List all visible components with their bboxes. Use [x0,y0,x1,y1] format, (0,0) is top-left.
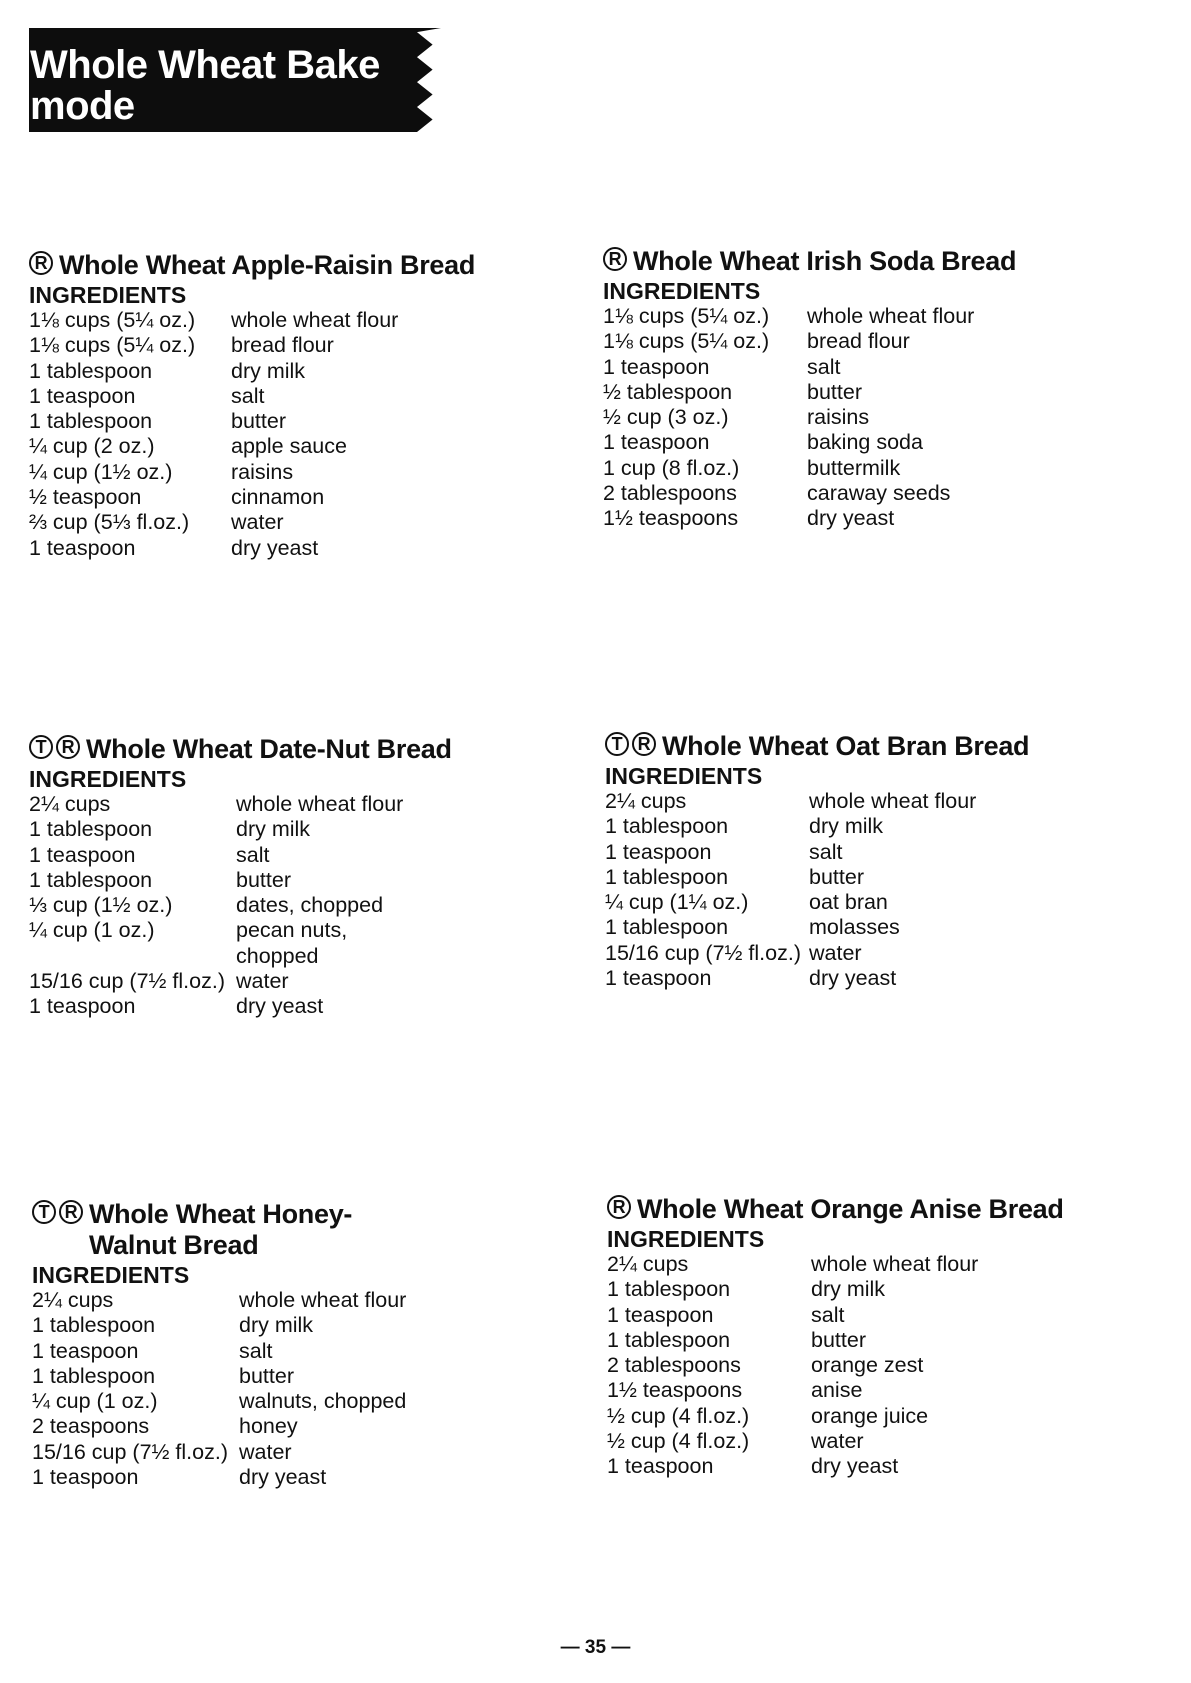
ingredients-heading: INGREDIENTS [605,763,763,789]
ingredient-row [29,460,529,485]
ingredient-name: butter [239,1363,294,1388]
ingredient-row [32,1364,462,1389]
ingredient-quantity: 15/16 cup (7½ fl.oz.) [29,969,225,994]
recipe-irish-soda [603,246,1123,532]
ingredient-quantity: 1⅛ cups (5¼ oz.) [29,308,196,332]
recipe-title-text: Whole Wheat Honey-Walnut Bread [89,1199,353,1260]
ingredient-quantity: ¼ cup (1¼ oz.) [605,890,749,915]
ingredient-quantity: 2 teaspoons [32,1414,150,1439]
ingredient-quantity: 2¼ cups [607,1252,689,1276]
ingredient-name: dry yeast [807,506,895,531]
ingredient-name: raisins [231,459,294,484]
ingredient-quantity: 1 cup (8 fl.oz.) [603,455,740,480]
ingredient-quantity: ½ cup (4 fl.oz.) [607,1429,750,1454]
ingredient-name: salt [236,842,270,867]
ingredient-row [603,405,1123,430]
ingredient-quantity: 1 teaspoon [29,383,136,408]
ingredient-quantity: ¼ cup (1½ oz.) [29,459,173,484]
ingredient-quantity: 2¼ cups [605,789,687,813]
ingredient-name: butter [809,864,864,889]
ingredient-name: buttermilk [807,455,901,480]
ingredient-row [605,966,1125,991]
ingredient-name: whole wheat flour [236,792,404,816]
ingredient-row [32,1414,462,1439]
ingredient-name: butter [231,409,286,434]
recipe-date-nut [29,734,529,1020]
recipe-oat-bran [605,731,1125,991]
ingredient-quantity: 1 tablespoon [29,867,153,892]
ingredients-heading: INGREDIENTS [607,1226,765,1252]
rapid-mode-icon: R [603,247,627,271]
ingredient-name: water [811,1429,864,1454]
ingredient-name: walnuts, chopped [239,1389,407,1414]
ingredient-row [605,941,1125,966]
recipe-title-text: Whole Wheat Date-Nut Bread [86,734,452,764]
ingredient-name: bread flour [231,333,334,358]
ingredient-name: dry milk [809,814,884,839]
ingredient-row [605,865,1125,890]
section-title-line-2: mode [30,84,135,128]
ingredient-name: salt [239,1338,273,1363]
ingredient-quantity: 1 tablespoon [607,1277,731,1302]
mode-marks [605,731,656,756]
ingredient-quantity: 1 teaspoon [32,1465,139,1490]
ingredient-quantity: 1 tablespoon [32,1313,156,1338]
ingredient-row [607,1277,1127,1302]
recipe-title [29,734,529,765]
ingredient-quantity: ¼ cup (1 oz.) [29,918,155,943]
recipe-title-text: Whole Wheat Irish Soda Bread [633,246,1017,276]
ingredient-name: dry milk [231,358,306,383]
ingredient-name: apple sauce [231,434,347,459]
ingredient-row [32,1389,462,1414]
ingredient-name: butter [236,867,291,892]
ingredient-quantity: 15/16 cup (7½ fl.oz.) [605,940,801,965]
ingredient-row [603,506,1123,531]
ingredient-name: dry yeast [236,994,324,1019]
ingredient-quantity: 1 teaspoon [605,839,712,864]
ingredient-quantity: 15/16 cup (7½ fl.oz.) [32,1439,228,1464]
ingredient-name: caraway seeds [807,481,951,506]
ingredient-row [607,1454,1127,1479]
ingredient-quantity: 1⅛ cups (5¼ oz.) [29,333,196,358]
ingredient-name: whole wheat flour [239,1288,407,1312]
ingredient-quantity: 1⅛ cups (5¼ oz.) [603,304,770,328]
recipe-title [603,246,1123,277]
ingredient-quantity: 1 teaspoon [32,1338,139,1363]
ingredient-name: whole wheat flour [807,304,975,328]
ingredient-row [603,430,1123,455]
ingredient-name: honey [239,1414,298,1439]
mode-marks [32,1199,83,1224]
mode-marks [603,246,627,271]
ingredient-name: water [809,940,862,965]
ingredient-name: pecan nuts, chopped [236,918,348,968]
ingredient-quantity: ½ teaspoon [29,485,142,510]
ingredient-row [607,1303,1127,1328]
ingredients-heading: INGREDIENTS [29,766,187,792]
ingredient-row [605,840,1125,865]
ingredient-row [605,890,1125,915]
ingredient-row [605,814,1125,839]
recipe-apple-raisin [29,250,529,561]
recipe-title [607,1194,1127,1225]
ingredient-row [29,792,529,817]
ingredient-quantity: 1 teaspoon [29,994,136,1019]
recipe-title-text: Whole Wheat Orange Anise Bread [637,1194,1064,1224]
mode-marks [29,734,80,759]
rapid-mode-icon: R [56,735,80,759]
ingredient-name: salt [231,383,265,408]
ingredient-quantity: 1 tablespoon [605,814,729,839]
ingredient-row [29,994,529,1019]
recipe-title-text: Whole Wheat Apple-Raisin Bread [59,250,476,280]
ingredient-row [607,1404,1127,1429]
ingredient-row [32,1313,462,1338]
mode-marks [607,1194,631,1219]
ingredient-name: salt [811,1302,845,1327]
ingredient-quantity: 1 tablespoon [29,409,153,434]
page-number: — 35 — [560,1637,631,1658]
ingredient-quantity: 1 tablespoon [607,1327,731,1352]
recipe-orange-anise [607,1194,1127,1480]
ingredient-quantity: ½ cup (4 fl.oz.) [607,1403,750,1428]
ingredient-row [607,1378,1127,1403]
ingredient-name: salt [807,354,841,379]
ingredient-quantity: 1 teaspoon [605,966,712,991]
ingredient-row [603,304,1123,329]
timer-mode-icon: T [605,732,629,756]
ingredient-name: dry yeast [809,966,897,991]
ingredient-quantity: ½ cup (3 oz.) [603,405,729,430]
rapid-mode-icon: R [59,1200,83,1224]
ingredient-row [29,536,529,561]
ingredient-row [29,843,529,868]
ingredient-row [603,456,1123,481]
ingredient-row [29,817,529,842]
ingredient-row [29,893,529,918]
mode-marks [29,250,53,275]
recipe-title-text: Whole Wheat Oat Bran Bread [662,731,1030,761]
ingredient-quantity: 1 teaspoon [603,430,710,455]
ingredient-name: dry milk [236,817,311,842]
ingredient-row [603,329,1123,354]
ingredients-heading: INGREDIENTS [29,282,187,308]
ingredient-quantity: ¼ cup (2 oz.) [29,434,155,459]
ingredient-quantity: 1⅛ cups (5¼ oz.) [603,329,770,354]
ingredient-name: whole wheat flour [231,308,399,332]
ingredient-quantity: 1 tablespoon [29,817,153,842]
ingredient-quantity: 1 tablespoon [29,358,153,383]
ingredient-row [29,485,529,510]
ingredient-quantity: 1 tablespoon [605,915,729,940]
timer-mode-icon: T [32,1200,56,1224]
ingredient-name: salt [809,839,843,864]
ingredient-name: dry yeast [231,535,319,560]
ingredient-row [29,333,529,358]
ingredient-name: water [239,1439,292,1464]
ingredient-quantity: 2 tablespoons [607,1353,741,1378]
ingredient-quantity: 1 teaspoon [603,354,710,379]
ingredient-name: dry milk [239,1313,314,1338]
ingredient-name: dry yeast [811,1454,899,1479]
ingredient-row [29,434,529,459]
ingredient-row [29,969,529,994]
ingredient-row [603,481,1123,506]
ingredient-name: baking soda [807,430,923,455]
ingredient-row [605,915,1125,940]
ingredient-quantity: 1 teaspoon [607,1454,714,1479]
ingredient-row [32,1288,462,1313]
ingredient-row [29,409,529,434]
ingredient-quantity: ⅔ cup (5⅓ fl.oz.) [29,510,190,535]
ingredient-name: orange zest [811,1353,924,1378]
ingredient-quantity: 1½ teaspoons [603,506,739,531]
ingredient-row [607,1353,1127,1378]
recipe-title [605,731,1125,762]
ingredient-row [607,1252,1127,1277]
ingredient-name: butter [807,379,862,404]
ingredient-name: orange juice [811,1403,929,1428]
ingredient-row [29,868,529,893]
ingredient-name: whole wheat flour [811,1252,979,1276]
ingredient-name: butter [811,1327,866,1352]
ingredient-name: dates, chopped [236,893,384,918]
ingredient-row [29,918,529,969]
ingredient-name: dry yeast [239,1465,327,1490]
ingredient-quantity: 2¼ cups [29,792,111,816]
ingredient-name: raisins [807,405,870,430]
ingredient-name: molasses [809,915,900,940]
ingredient-quantity: 1 teaspoon [29,842,136,867]
ingredient-row [603,355,1123,380]
ingredient-quantity: ⅓ cup (1½ oz.) [29,893,173,918]
timer-mode-icon: T [29,735,53,759]
ingredient-quantity: 1½ teaspoons [607,1378,743,1403]
ingredient-name: anise [811,1378,863,1403]
ingredient-row [603,380,1123,405]
ingredient-row [29,359,529,384]
ingredients-heading: INGREDIENTS [32,1262,190,1288]
ingredient-row [29,510,529,535]
recipe-title [29,250,529,281]
recipe-honey-walnut [32,1199,462,1490]
ingredient-name: oat bran [809,890,888,915]
ingredient-quantity: 1 tablespoon [605,864,729,889]
ingredient-row [607,1429,1127,1454]
ingredient-row [29,384,529,409]
ingredient-quantity: ¼ cup (1 oz.) [32,1389,158,1414]
ingredient-name: bread flour [807,329,910,354]
rapid-mode-icon: R [29,251,53,275]
ingredient-quantity: 1 tablespoon [32,1363,156,1388]
ingredient-quantity: 2 tablespoons [603,481,737,506]
ingredient-row [32,1339,462,1364]
ingredient-row [605,789,1125,814]
ingredient-name: whole wheat flour [809,789,977,813]
ingredient-quantity: 1 teaspoon [29,535,136,560]
section-title-line-1: Whole Wheat Bake [30,43,380,87]
rapid-mode-icon: R [632,732,656,756]
ingredient-quantity: 2¼ cups [32,1288,114,1312]
ingredient-row [29,308,529,333]
ingredient-name: cinnamon [231,485,325,510]
ingredient-quantity: 1 teaspoon [607,1302,714,1327]
ingredient-name: water [236,969,289,994]
ingredient-quantity: ½ tablespoon [603,379,733,404]
ingredient-row [32,1465,462,1490]
ingredient-row [32,1440,462,1465]
ingredients-heading: INGREDIENTS [603,278,761,304]
rapid-mode-icon: R [607,1195,631,1219]
ingredient-row [607,1328,1127,1353]
ingredient-name: water [231,510,284,535]
ingredient-name: dry milk [811,1277,886,1302]
recipe-title [32,1199,462,1261]
